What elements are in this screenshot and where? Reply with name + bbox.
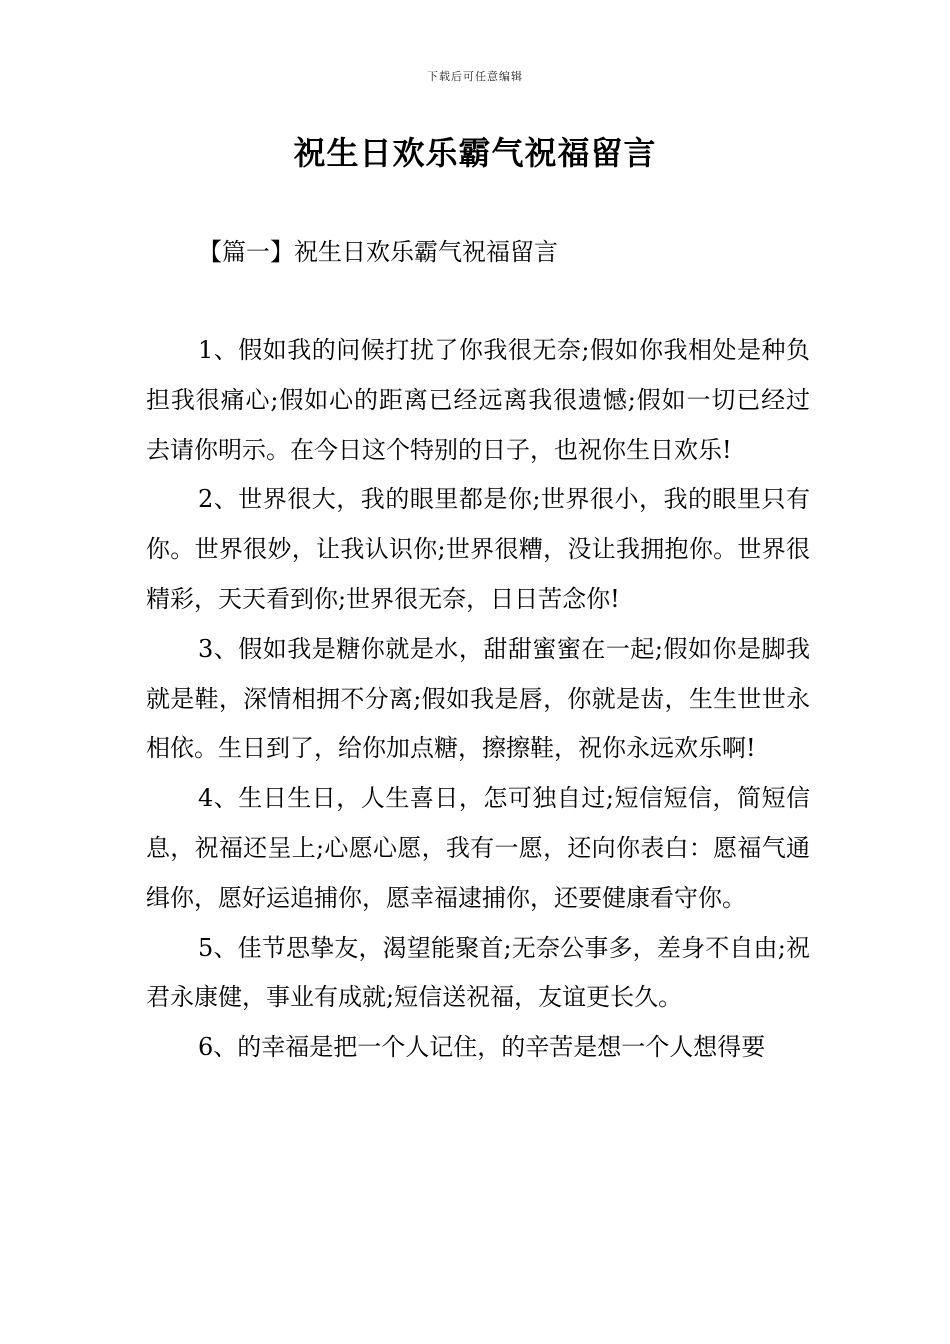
paragraph-6: 6、的幸福是把一个人记住，的辛苦是想一个人想得要 xyxy=(198,1033,766,1062)
section-heading: 【篇一】祝生日欢乐霸气祝福留言 xyxy=(198,238,558,266)
document-body xyxy=(146,326,810,1073)
paragraph-1: 1、假如我的问候打扰了你我很无奈;假如你我相处是种负担我很痛心;假如心的距离已经远离我很遗憾;假如一切已经过去请你明示。在今日这个特别的日子，也祝你生日欢乐! xyxy=(146,336,810,464)
document-title: 祝生日欢乐霸气祝福留言 xyxy=(293,134,657,172)
header-note: 下载后可任意编辑 xyxy=(427,70,523,83)
paragraph-3: 3、假如我是糖你就是水，甜甜蜜蜜在一起;假如你是脚我就是鞋，深情相拥不分离;假如我是唇，你就是齿，生生世世永相依。生日到了，给你加点糖，擦擦鞋，祝你永远欢乐啊! xyxy=(146,634,810,763)
paragraph-4: 4、生日生日，人生喜日，怎可独自过;短信短信，简短信息，祝福还呈上;心愿心愿，我有一愿，还向你表白：愿福气通缉你，愿好运追捕你，愿幸福逮捕你，还要健康看守你。 xyxy=(146,784,810,912)
paragraph-5: 5、佳节思挚友，渴望能聚首;无奈公事多，差身不自由;祝君永康健，事业有成就;短信送祝福，友谊更长久。 xyxy=(146,933,810,1012)
paragraph-2: 2、世界很大，我的眼里都是你;世界很小，我的眼里只有你。世界很妙，让我认识你;世界很糟，没让我拥抱你。世界很精彩，天天看到你;世界很无奈，日日苦念你! xyxy=(146,485,810,613)
